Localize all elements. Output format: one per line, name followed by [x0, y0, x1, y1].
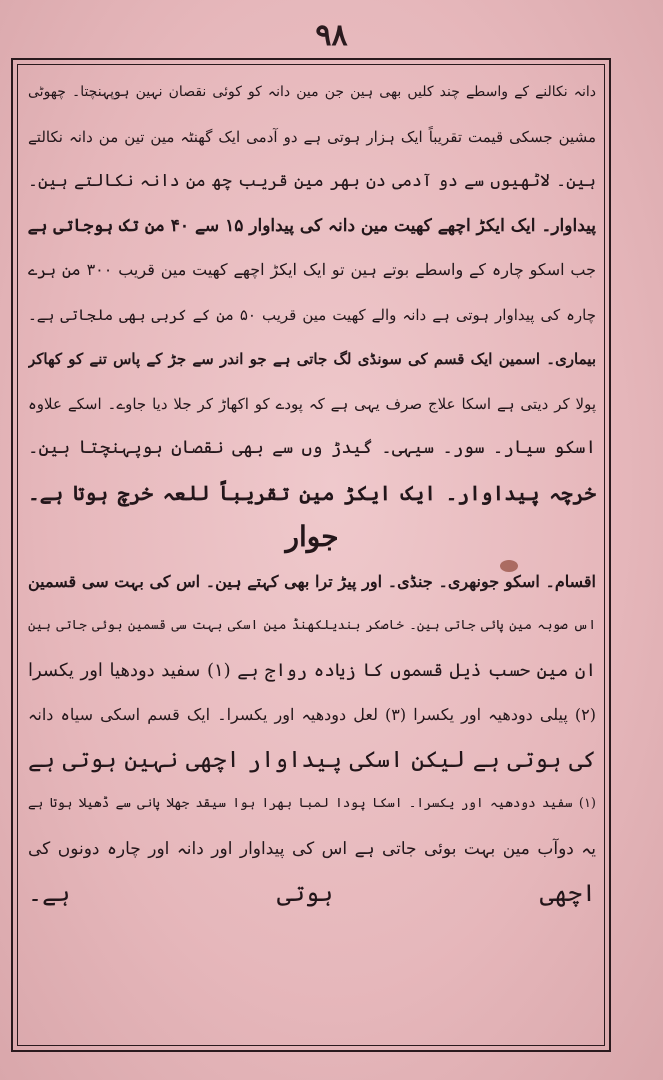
- text-line: (۲) پیلی دودھیہ اور یکسرا (۳) لعل دودھیہ اور یکسرا۔ ایک قسم اسکی سیاہ دانہ: [28, 705, 596, 724]
- text-line: پولا کر دیتی ہے اسکا علاج صرف یہی ہے کہ پودے کو اکھاڑ کر جلا دیا جاوے۔ اسکے علاوہ: [28, 394, 596, 413]
- text-line: ہین۔ لاٹھیوں سے دو آدمی دن بھر مین قریب چھ من دانہ نکالتے ہین۔: [28, 171, 596, 191]
- text-line-disease: بیماری۔ اسمین ایک قسم کی سونڈی لگ جاتی ہے جو اندر سے جڑ کے پاس تنے کو کھاکر: [28, 350, 596, 368]
- page-number: ۹۸: [315, 18, 348, 53]
- text-line: (۱) سفید دودھیہ اور یکسرا۔ اسکا پودا لمبا بھرا ہوا سیقد جھلا پانی سے ڈھیلا ہوتا ہے: [28, 796, 596, 811]
- text-line: اچھی ہوتی ہے۔: [28, 879, 596, 907]
- text-line: کی ہوتی ہے لیکن اسکی پیداوار اچھی نہین ہوتی ہے: [28, 746, 596, 773]
- text-line: مشین جسکی قیمت تقریباً ایک ہزار ہوتی ہے دو آدمی ایک گھنٹہ مین تین من دانہ نکالتے: [28, 127, 596, 146]
- text-line: یہ دوآب مین بہت بوئی جاتی ہے اس کی پیداوار اور دانہ اور چارہ دونوں کی: [28, 838, 596, 859]
- text-line-varieties: اقسام۔ اسکو جونھری۔ جنڈی۔ اور پیڑ ترا بھی کہتے ہین۔ اس کی بہت سی قسمین: [28, 571, 596, 591]
- text-line: ان مین حسب ذیل قسموں کا زیادہ رواج ہے (۱) سفید دودھیا اور یکسرا: [28, 659, 596, 681]
- section-heading: جوار: [285, 520, 339, 553]
- text-line: اس صوبہ مین پائی جاتی ہین۔ خاصکر بندیلکھنڈ مین اسکی بہت سی قسمین بوئی جاتی ہین: [28, 618, 596, 633]
- text-line-cost: خرچہ پیداوار۔ ایک ایکڑ مین تقریباً للعہ خرچ ہوتا ہے۔: [28, 480, 596, 505]
- page-text: [28, 70, 596, 1040]
- text-line: چارہ کی پیداوار ہوتی ہے دانہ والے کھیت مین قریب ۵۰ من کے کربی بھی ملجاتی ہے۔: [28, 305, 596, 324]
- text-line: اسکو سیار۔ سور۔ سیہی۔ گیدڑ وں سے بھی نقصان ہوپہنچتا ہین۔: [28, 437, 596, 458]
- text-line: جب اسکو چارہ کے واسطے بوتے ہین تو ایک ایکڑ اچھے کھیت مین قریب ۳۰۰ من ہرے: [28, 260, 596, 279]
- text-line: دانہ نکالنے کے واسطے چند کلیں بھی ہین جن مین دانہ کو کوئی نقصان نہین ہوپہنچتا۔ چھوٹی: [28, 84, 596, 100]
- text-line-yield: پیداوار۔ ایک ایکڑ اچھے کھیت مین دانہ کی پیداوار ۱۵ سے ۴۰ من تک ہوجاتی ہے: [28, 215, 596, 236]
